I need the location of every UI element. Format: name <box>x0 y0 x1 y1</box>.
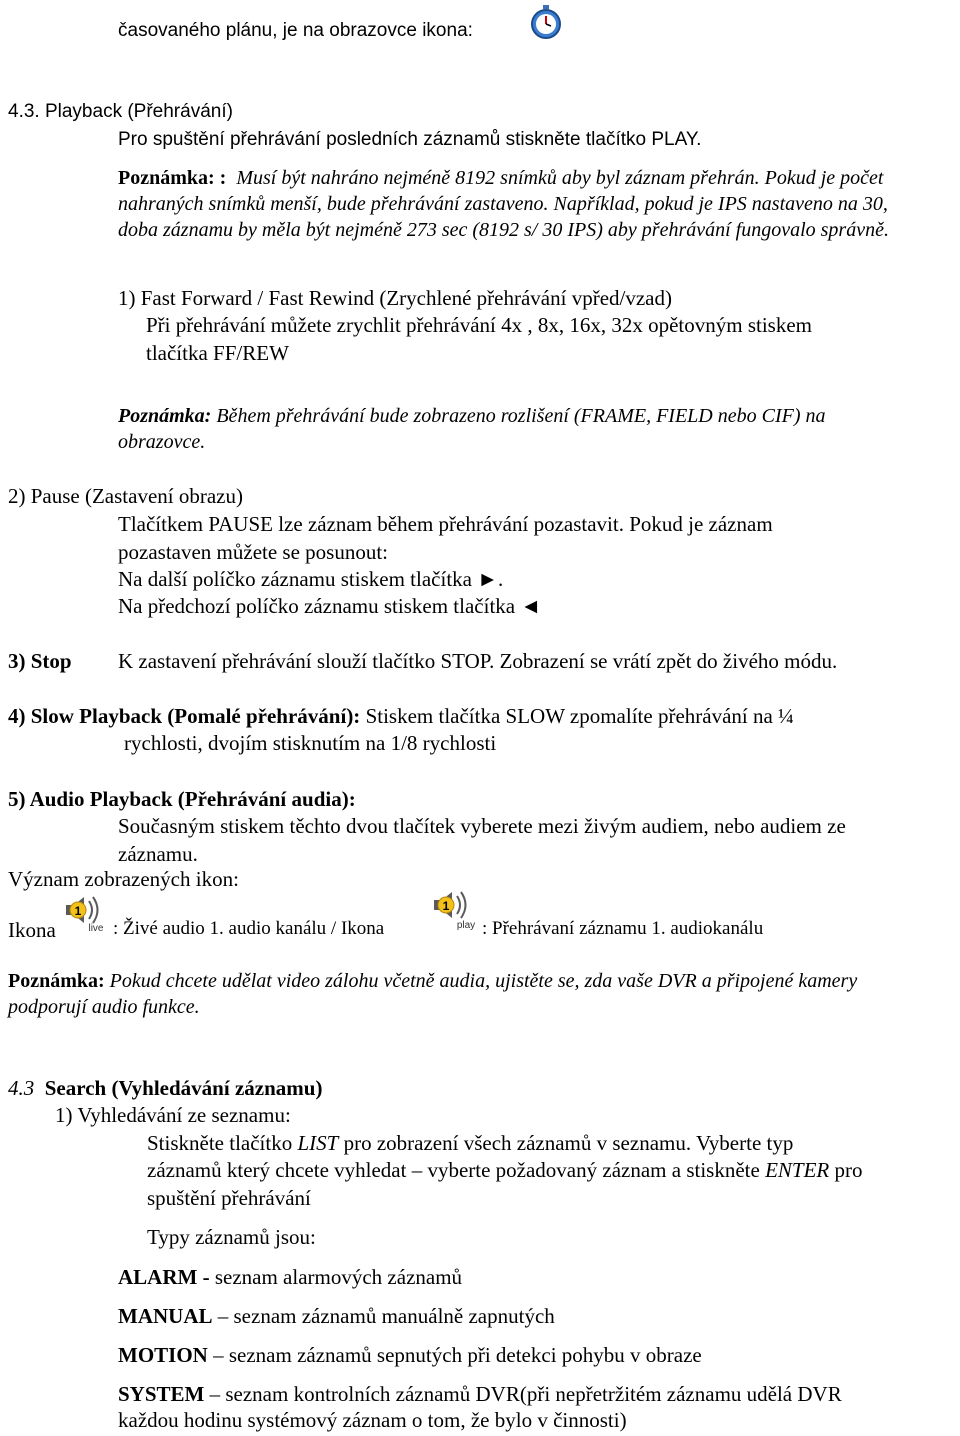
icon-meaning: Význam zobrazených ikon: <box>8 867 239 891</box>
search-heading: Search (Vyhledávání záznamu) <box>44 1076 323 1100</box>
type-system: SYSTEM – seznam kontrolních záznamů DVR(při nepřetržitém záznamu udělá DVR <box>118 1382 842 1406</box>
type-alarm: ALARM - seznam alarmových záznamů <box>118 1265 463 1289</box>
playback-note-line2: nahraných snímků menší, bude přehrávání zastaveno. Například, pokud je IPS nastaveno na 30, <box>118 193 888 215</box>
audio-note-line2: podporují audio funkce. <box>8 996 200 1018</box>
search-number: 4.3 <box>8 1076 35 1100</box>
search-sub: 1) Vyhledávání ze seznamu: <box>55 1103 291 1127</box>
ff-note-line2: obrazovce. <box>118 431 206 453</box>
slow-line1 <box>8 704 794 729</box>
audio-line2: záznamu. <box>118 842 198 866</box>
note-label: Poznámka: <box>8 970 105 992</box>
note-label: Poznámka: : <box>118 167 227 189</box>
types-heading: Typy záznamů jsou: <box>147 1225 316 1249</box>
note-text: Musí být nahráno nejméně 8192 snímků aby byl záznam přehrán. Pokud je počet <box>236 167 884 189</box>
system-label: SYSTEM <box>118 1382 205 1406</box>
type-system-line2: každou hodinu systémový záznam o tom, že bylo v činnosti) <box>118 1408 627 1432</box>
ikona-label: Ikona <box>8 918 56 942</box>
audio-note-line1 <box>8 970 857 993</box>
ff-line2: tlačítka FF/REW <box>146 341 289 365</box>
type-manual: MANUAL – seznam záznamů manuálně zapnutých <box>118 1304 555 1328</box>
type-motion: MOTION – seznam záznamů sepnutých při detekci pohybu v obraze <box>118 1343 702 1367</box>
note-text: Během přehrávání bude zobrazeno rozlišení (FRAME, FIELD nebo CIF) na <box>216 405 826 427</box>
play-audio-icon <box>430 888 480 930</box>
svg-text:live: live <box>88 923 104 933</box>
enter-key: ENTER <box>765 1158 830 1182</box>
note-label: Poznámka: <box>118 405 212 427</box>
pause-line2: pozastaven můžete se posunout: <box>118 540 389 564</box>
svg-text:play: play <box>456 920 476 930</box>
note-text: Pokud chcete udělat video zálohu včetně audia, ujistěte se, zda vaše DVR a připojené kamery <box>109 970 858 992</box>
stopwatch-icon <box>529 4 563 40</box>
search-line1: Stiskněte tlačítko LIST pro zobrazení všech záznamů v seznamu. Vyberte typ <box>147 1131 794 1155</box>
playback-heading: 4.3. Playback (Přehrávání) <box>8 101 233 122</box>
pause-line1: Tlačítkem PAUSE lze záznam během přehrávání pozastavit. Pokud je záznam <box>118 512 773 536</box>
slow-label: 4) Slow Playback (Pomalé přehrávání): <box>8 704 361 728</box>
slow-line2: rychlosti, dvojím stisknutím na 1/8 rychlosti <box>124 731 497 755</box>
search-heading-line <box>8 1076 322 1101</box>
ff-note-line1 <box>118 405 826 428</box>
intro-line: časovaného plánu, je na obrazovce ikona: <box>118 20 473 41</box>
stop-label: 3) Stop <box>8 649 72 673</box>
motion-label: MOTION <box>118 1343 208 1367</box>
svg-text:1: 1 <box>74 904 82 918</box>
pause-heading: 2) Pause (Zastavení obrazu) <box>8 484 243 508</box>
playback-note-line3: doba záznamu by měla být nejméně 273 sec (8192 s/ 30 IPS) aby přehrávání fungovalo správně. <box>118 219 889 241</box>
search-line2: záznamů který chcete vyhledat – vyberte požadovaný záznam a stiskněte ENTER pro <box>147 1158 863 1182</box>
audio-line1: Současným stiskem těchto dvou tlačítek vyberete mezi živým audiem, nebo audiem ze <box>118 814 846 838</box>
ff-heading: 1) Fast Forward / Fast Rewind (Zrychlené přehrávání vpřed/vzad) <box>118 286 672 310</box>
search-line3: spuštění přehrávání <box>147 1186 311 1210</box>
list-key: LIST <box>297 1131 339 1155</box>
playback-note-line1 <box>118 167 883 190</box>
live-audio-icon <box>62 893 110 933</box>
pause-line3: Na další políčko záznamu stiskem tlačítka ►. <box>118 567 504 591</box>
alarm-label: ALARM - <box>118 1265 210 1289</box>
audio-heading: 5) Audio Playback (Přehrávání audia): <box>8 787 356 811</box>
pause-line4: Na předchozí políčko záznamu stiskem tlačítka ◄ <box>118 594 542 618</box>
manual-label: MANUAL <box>118 1304 213 1328</box>
ff-line1: Při přehrávání můžete zrychlit přehrávání 4x , 8x, 16x, 32x opětovným stiskem <box>146 313 813 337</box>
slow-text: Stiskem tlačítka SLOW zpomalíte přehrávání na ¼ <box>365 704 794 728</box>
svg-text:1: 1 <box>442 899 450 913</box>
playback-line: Pro spuštění přehrávání posledních záznamů stiskněte tlačítko PLAY. <box>118 129 702 150</box>
live-audio-text: : Živé audio 1. audio kanálu / Ikona <box>113 918 385 939</box>
stop-text: K zastavení přehrávání slouží tlačítko STOP. Zobrazení se vrátí zpět do živého módu. <box>118 649 838 673</box>
play-audio-text: : Přehrávaní záznamu 1. audiokanálu <box>482 918 764 939</box>
